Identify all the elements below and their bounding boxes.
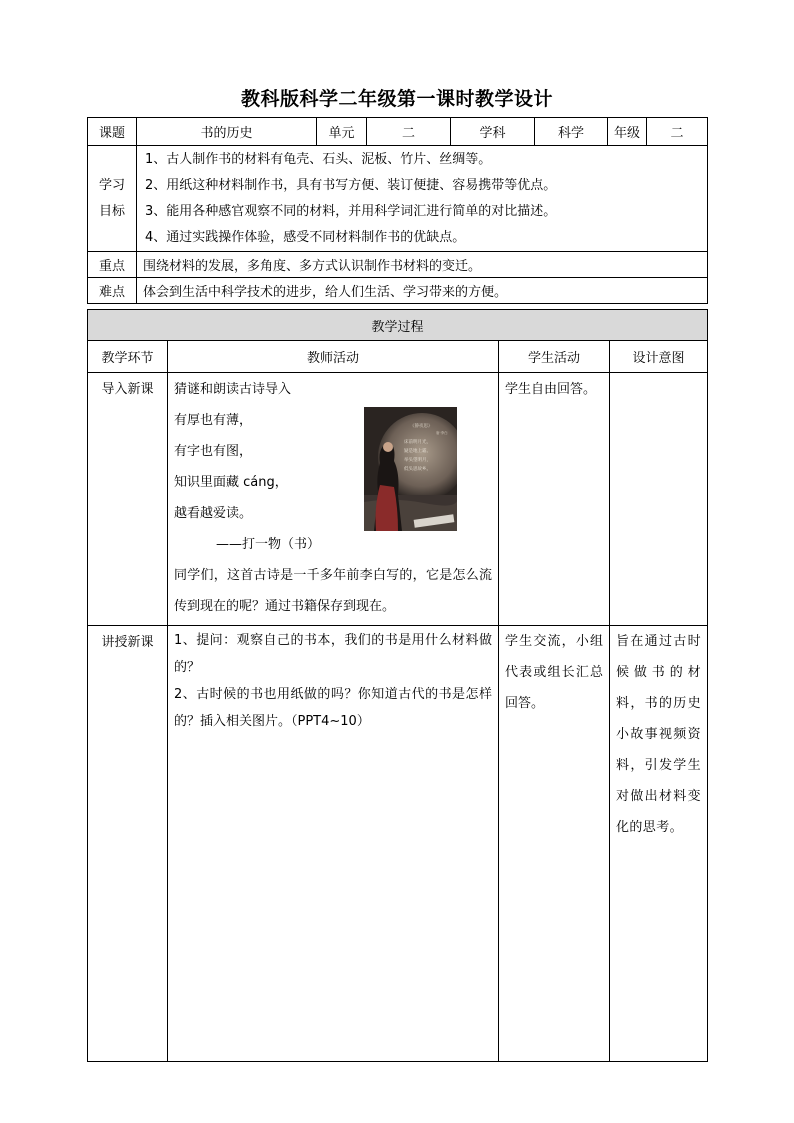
stage-label: 讲授新课 [101, 635, 154, 650]
student-activity-text: 学生自由回答。 [505, 382, 597, 397]
poster-line: 床前明月光， [404, 440, 431, 445]
design-intent-cell [610, 373, 708, 626]
difficulty-label: 难点 [88, 278, 137, 304]
design-intent-cell [610, 626, 708, 1062]
unit-label: 单元 [317, 118, 367, 146]
topic-value: 书的历史 [137, 118, 317, 146]
unit-value: 二 [367, 118, 451, 146]
design-intent-text: 旨在通过古时候做书的材料，书的历史小故事视频资料，引发学生对做出材料变化的思考。 [616, 634, 702, 835]
grade-label: 年级 [608, 118, 647, 146]
goal-item: 4、通过实践操作体验，感受不同材料制作书的优缺点。 [145, 229, 466, 245]
column-header-intent: 设计意图 [610, 341, 708, 373]
teacher-activity-cell [168, 626, 499, 1062]
teacher-line: 知识里面藏 cáng， [174, 475, 288, 490]
subject-label: 学科 [451, 118, 535, 146]
stage-label: 导入新课 [101, 382, 154, 397]
goal-item: 3、能用各种感官观察不同的材料，并用科学词汇进行简单的对比描述。 [145, 203, 557, 219]
topic-label: 课题 [88, 118, 137, 146]
poem-illustration-graphic [364, 407, 457, 531]
table-row [88, 626, 708, 1062]
goals-list [137, 146, 708, 252]
teacher-line: 越看越爱读。 [174, 506, 253, 521]
teacher-line: 猜谜和朗读古诗导入 [174, 382, 292, 397]
student-activity-text: 学生交流，小组代表或组长汇总回答。 [505, 634, 603, 711]
teacher-line: 1、提问：观察自己的书本，我们的书是用什么材料做的？ [174, 633, 492, 675]
student-activity-cell [499, 373, 610, 626]
stage-cell [88, 626, 168, 1062]
teacher-line: 同学们，这首古诗是一千多年前李白写的，它是怎么流传到现在的呢？通过书籍保存到现在。 [174, 568, 492, 614]
key-point-label: 重点 [88, 252, 137, 278]
riddle-answer: ——打一物（书） [216, 537, 321, 552]
teacher-line: 2、古时候的书也用纸做的吗？你知道古代的书是怎样的？插入相关图片。（PPT4~10） [174, 687, 492, 729]
poster-line: 低头思故乡。 [404, 467, 431, 472]
key-point-text: 围绕材料的发展，多角度、多方式认识制作书材料的变迁。 [137, 252, 708, 278]
column-header-student: 学生活动 [499, 341, 610, 373]
goal-item: 1、古人制作书的材料有龟壳、石头、泥板、竹片、丝绸等。 [145, 151, 492, 167]
poster-line: 疑是地上霜。 [404, 449, 431, 454]
difficulty-text: 体会到生活中科学技术的进步，给人们生活、学习带来的方便。 [137, 278, 708, 304]
column-header-teacher: 教师活动 [168, 341, 499, 373]
poem-illustration [364, 407, 457, 531]
goals-label-line2: 目标 [98, 203, 125, 219]
goals-label [88, 146, 137, 252]
goal-item: 2、用纸这种材料制作书，具有书写方便、装订便捷、容易携带等优点。 [145, 177, 557, 193]
poster-title: 《静夜思》 [410, 424, 433, 429]
info-table [87, 117, 708, 304]
process-header: 教学过程 [88, 310, 708, 341]
column-header-stage: 教学环节 [88, 341, 168, 373]
goals-label-line1: 学习 [98, 177, 125, 193]
student-activity-cell [499, 626, 610, 1062]
poster-line: 举头望明月， [404, 458, 431, 463]
stage-cell [88, 373, 168, 626]
page-title: 教科版科学二年级第一课时教学设计 [240, 88, 553, 110]
teacher-line: 有字也有图， [174, 444, 253, 459]
subject-value: 科学 [535, 118, 608, 146]
grade-value: 二 [647, 118, 708, 146]
poster-author: 唐·李白 [436, 431, 448, 435]
teacher-line: 有厚也有薄， [174, 413, 253, 428]
